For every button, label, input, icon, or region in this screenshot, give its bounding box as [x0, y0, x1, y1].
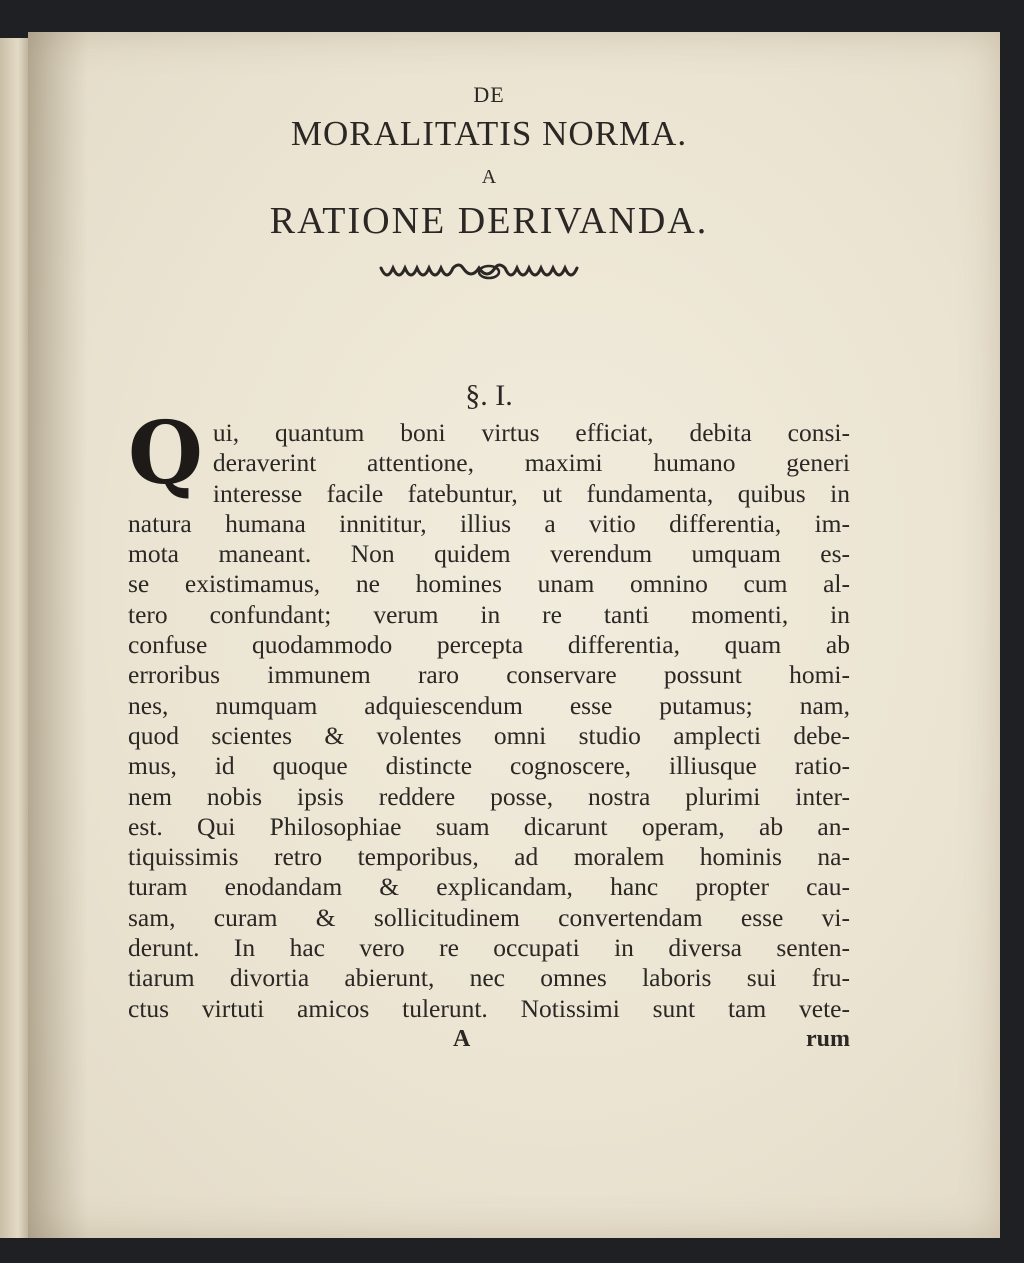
- paragraph-line: turam enodandam & explicandam, hanc propter cau-: [128, 872, 850, 902]
- paragraph-line: deraverint attentione, maximi humano generi: [212, 448, 850, 478]
- page-footer: [128, 1026, 850, 1056]
- paragraph-line: est. Qui Philosophiae suam dicarunt operam, ab an-: [128, 811, 850, 841]
- title-main: MORALITATIS NORMA.: [290, 114, 688, 153]
- signature-mark: A: [453, 1025, 471, 1052]
- drop-cap: Q: [128, 403, 203, 504]
- paragraph-line: erroribus immunem raro conservare possunt homi-: [128, 660, 850, 690]
- title-sub: RATIONE DERIVANDA.: [269, 200, 709, 242]
- paragraph-line: nem nobis ipsis reddere posse, nostra plurimi inter-: [128, 781, 850, 811]
- page-sheet: [28, 32, 1000, 1238]
- title-de: DE: [473, 82, 505, 107]
- paragraph-line: tero confundant; verum in re tanti momenti, in: [128, 599, 850, 629]
- paragraph-line: quod scientes & volentes omni studio amplecti debe-: [128, 720, 850, 750]
- paragraph-line: interesse facile fatebuntur, ut fundamenta, quibus in: [212, 478, 850, 508]
- paragraph-line: mota maneant. Non quidem verendum umquam es-: [128, 539, 850, 569]
- paragraph-line: confuse quodammodo percepta differentia, quam ab: [128, 630, 850, 660]
- facing-page-edge: [0, 38, 30, 1238]
- section-mark: §. I.: [465, 379, 513, 412]
- spine-shadow: [28, 32, 88, 1238]
- paragraph-line: se existimamus, ne homines unam omnino cum al-: [128, 569, 850, 599]
- paragraph-line: tiarum divortia abierunt, nec omnes laboris sui fru-: [128, 963, 850, 993]
- catchword: rum: [806, 1025, 850, 1052]
- paragraph-line: mus, id quoque distincte cognoscere, illiusque ratio-: [128, 751, 850, 781]
- title-connector: A: [481, 166, 497, 188]
- paragraph-line: nes, numquam adquiescendum esse putamus; nam,: [128, 690, 850, 720]
- paragraph-line: ui, quantum boni virtus efficiat, debita consi-: [212, 418, 850, 447]
- paragraph-line: sam, curam & sollicitudinem convertendam esse vi-: [128, 902, 850, 932]
- paragraph-line: tiquissimis retro temporibus, ad moralem hominis na-: [128, 842, 850, 872]
- ornament-divider: [379, 260, 599, 286]
- paragraph-line: derunt. In hac vero re occupati in diversa senten-: [128, 933, 850, 963]
- paragraph-line: natura humana innititur, illius a vitio differentia, im-: [128, 508, 850, 538]
- paragraph-line: ctus virtuti amicos tulerunt. Notissimi sunt tam vete-: [128, 993, 850, 1023]
- paragraph: [128, 403, 850, 1024]
- text-block: [128, 80, 850, 1056]
